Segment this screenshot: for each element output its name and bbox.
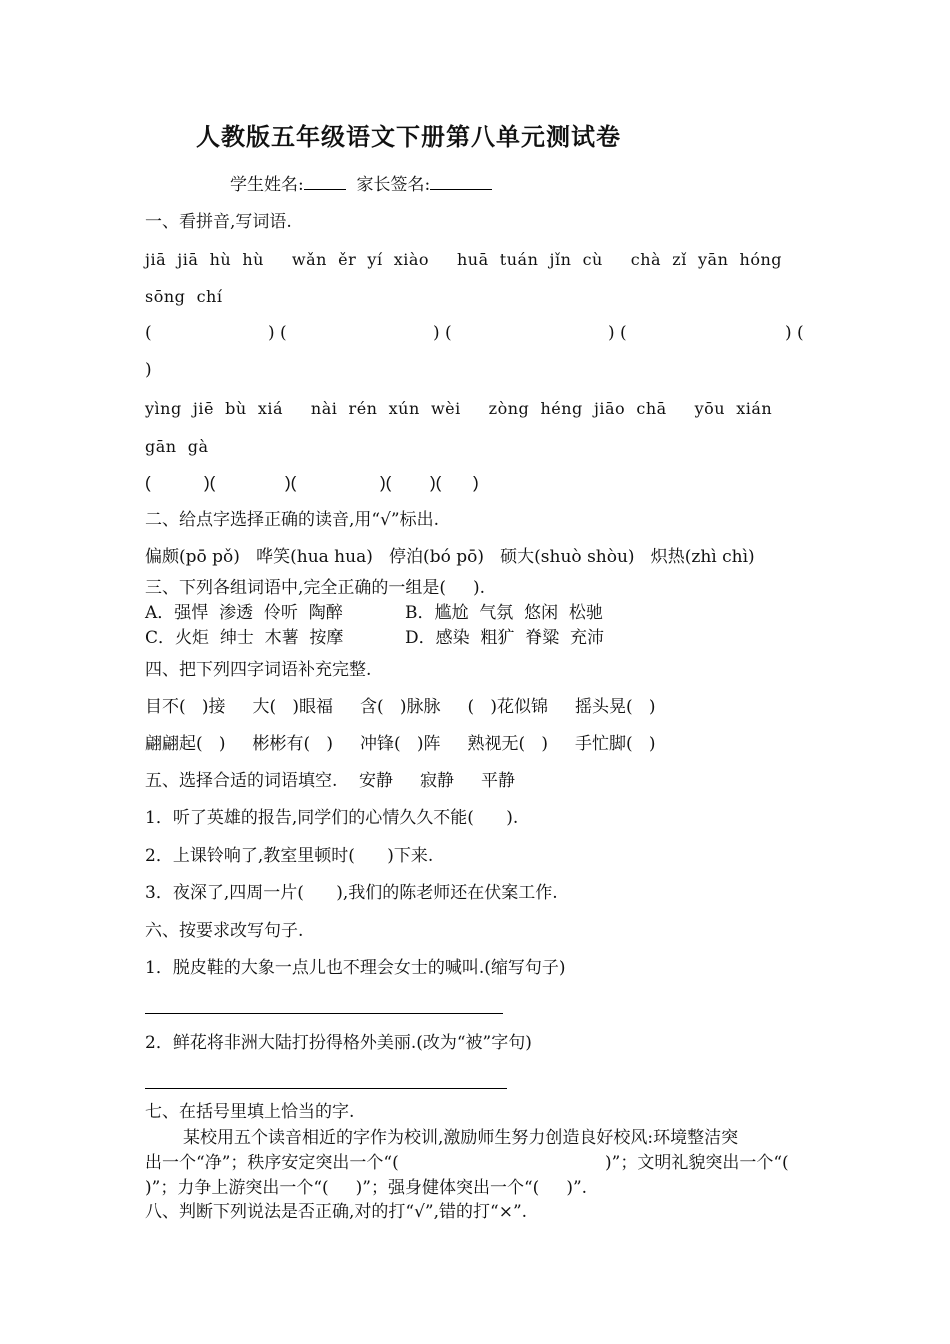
q3-option-c[interactable]: C．火炬 绅士 木薯 按摩 [145,628,344,648]
q1-pinyin-row2-wrap: gān gà [145,437,209,456]
q3-option-a[interactable]: A．强悍 渗透 伶听 陶醉 [145,603,343,623]
q1-bracket: ) [473,473,479,492]
q5-item-1[interactable]: 1．听了英雄的报告,同学们的心情久久不能( ). [145,808,519,828]
q1-bracket[interactable]: ) ( [785,323,804,343]
page-title: 人教版五年级语文下册第八单元测试卷 [196,122,621,151]
q6-item-1: 1．脱皮鞋的大象一点儿也不理会女士的喊叫.(缩写句子) [145,958,566,978]
student-name-label: 学生姓名: [230,175,304,195]
q6-item-2: 2．鲜花将非洲大陆打扮得格外美丽.(改为“被”字句) [145,1033,532,1053]
q2-items[interactable]: 偏颇(pō pǒ) 哗笑(hua hua) 停泊(bó pō) 硕大(shuò shòu) 炽热(zhì chì) [145,547,755,567]
q6-heading: 六、按要求改写句子. [145,921,304,941]
q3-option-b[interactable]: B．尴尬 气氛 悠闲 松驰 [405,603,603,623]
q1-bracket[interactable]: ( [145,473,151,492]
q7-paragraph-line-2a[interactable]: 出一个“净”；秩序安定突出一个“( [145,1153,399,1173]
parent-sign-blank[interactable] [430,173,492,190]
q8-heading: 八、判断下列说法是否正确,对的打“√”,错的打“×”. [145,1202,528,1222]
q7-heading: 七、在括号里填上恰当的字. [145,1102,355,1122]
q3-heading: 三、下列各组词语中,完全正确的一组是( ). [145,578,486,598]
q5-heading: 五、选择合适的词语填空. 安静 寂静 平静 [145,771,516,791]
q1-bracket[interactable]: )( [380,473,392,492]
q1-bracket-wrap: ) [145,360,152,380]
q1-pinyin-row2: yìng jiē bù xiá nài rén xún wèi zòng héng jiāo chā yōu xián [145,399,773,418]
q2-heading: 二、给点字选择正确的读音,用“√”标出. [145,510,440,530]
q1-bracket[interactable]: )( [285,473,297,492]
q4-heading: 四、把下列四字词语补充完整. [145,660,372,680]
q1-pinyin-row1-wrap: sōng chí [145,287,223,306]
q5-item-3[interactable]: 3．夜深了,四周一片( ),我们的陈老师还在伏案工作. [145,883,558,903]
q1-bracket[interactable]: ) ( [433,323,452,343]
q1-bracket[interactable]: ( [145,323,152,343]
q1-bracket[interactable]: )( [204,473,216,492]
q7-paragraph-line-1: 某校用五个读音相近的字作为校训,激励师生努力创造良好校风:环境整洁突 [183,1128,739,1148]
q3-option-d[interactable]: D．感染 粗犷 脊粱 充沛 [405,628,605,648]
q4-row1[interactable]: 目不( )接 大( )眼福 含( )脉脉 ( )花似锦 摇头晃( ) [145,697,656,717]
parent-sign-label: 家长签名: [356,175,431,195]
student-name-blank[interactable] [304,173,346,190]
q1-bracket[interactable]: ) ( [608,323,627,343]
name-fields [230,173,492,196]
q1-bracket[interactable]: )( [430,473,442,492]
q6-answer-line-2[interactable] [145,1088,507,1089]
q6-answer-line-1[interactable] [145,1013,503,1014]
q1-heading: 一、看拼音,写词语. [145,212,292,232]
q7-paragraph-line-2b[interactable]: )”；文明礼貌突出一个“( [605,1153,789,1173]
q1-pinyin-row1: jiā jiā hù hù wǎn ěr yí xiào huā tuán jǐn cù chà zǐ yān hóng [145,250,783,269]
q4-row2[interactable]: 翩翩起( ) 彬彬有( ) 冲锋( )阵 熟视无( ) 手忙脚( ) [145,734,656,754]
q1-bracket[interactable]: ) ( [268,323,287,343]
q5-item-2[interactable]: 2．上课铃响了,教室里顿时( )下来. [145,846,434,866]
q7-paragraph-line-3[interactable]: )”；力争上游突出一个“( )”；强身健体突出一个“( )”. [145,1178,588,1198]
